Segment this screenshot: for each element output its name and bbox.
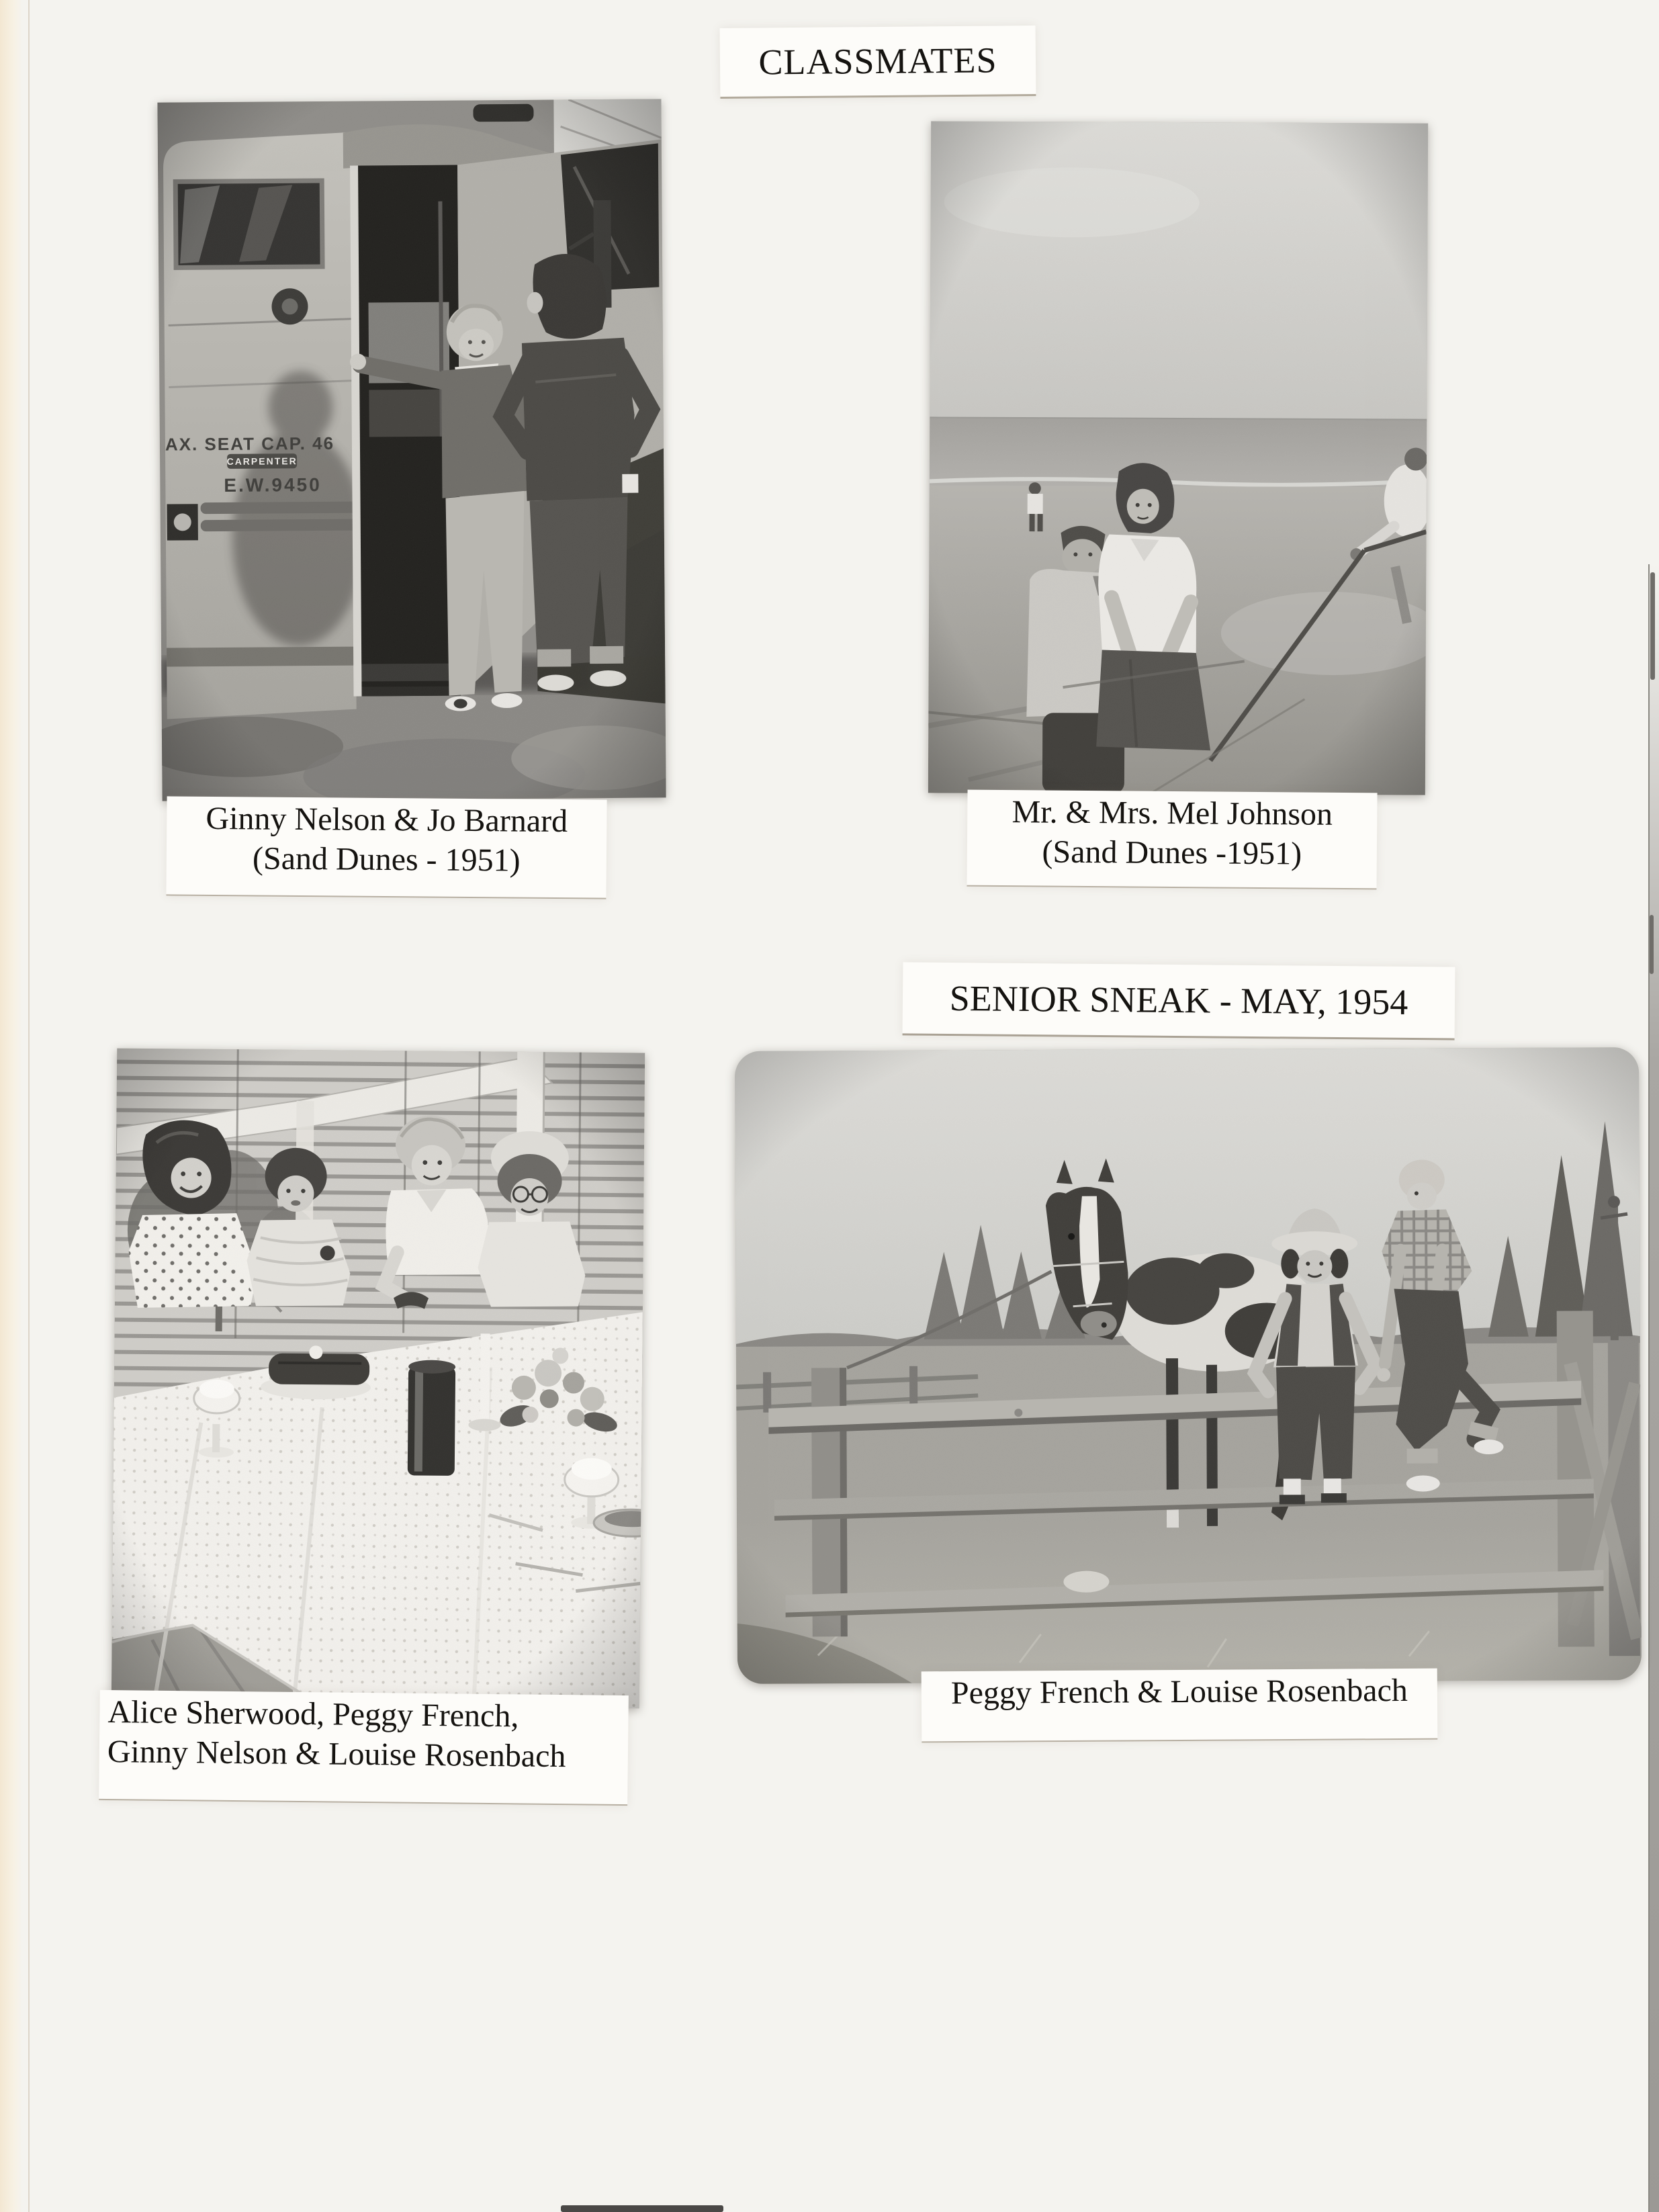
photo-fence [735,1047,1642,1684]
caption-bus [166,796,607,899]
caption-line: Peggy French & Louise Rosenbach [950,1672,1408,1712]
page-title [720,26,1036,99]
page-left-edge [0,0,23,2212]
caption-line: Ginny Nelson & Jo Barnard [206,800,568,840]
beach-illustration [928,121,1428,795]
scan-artifact [1650,915,1654,974]
caption-line: Ginny Nelson & Louise Rosenbach [107,1733,566,1774]
section-heading [903,962,1455,1040]
caption-line: (Sand Dunes - 1951) [252,840,521,879]
bus-illustration [157,99,666,801]
scan-artifact [561,2205,723,2212]
caption-beach [967,790,1377,890]
section-heading-text: SENIOR SNEAK - MAY, 1954 [949,978,1408,1022]
page-crease [28,0,30,2212]
caption-line: Mr. & Mrs. Mel Johnson [1012,794,1333,832]
scan-right-edge [1648,564,1659,2212]
page-title-text: CLASSMATES [758,40,997,83]
caption-line: Alice Sherwood, Peggy French, [107,1694,519,1734]
dinner-table-illustration [111,1049,645,1709]
caption-fence [922,1669,1438,1743]
caption-table [99,1690,629,1806]
corral-illustration [735,1047,1642,1684]
photo-beach [928,121,1428,795]
caption-line: (Sand Dunes -1951) [1042,834,1302,872]
photo-bus [157,99,666,801]
scan-artifact [1650,572,1655,680]
photo-table [111,1049,645,1709]
